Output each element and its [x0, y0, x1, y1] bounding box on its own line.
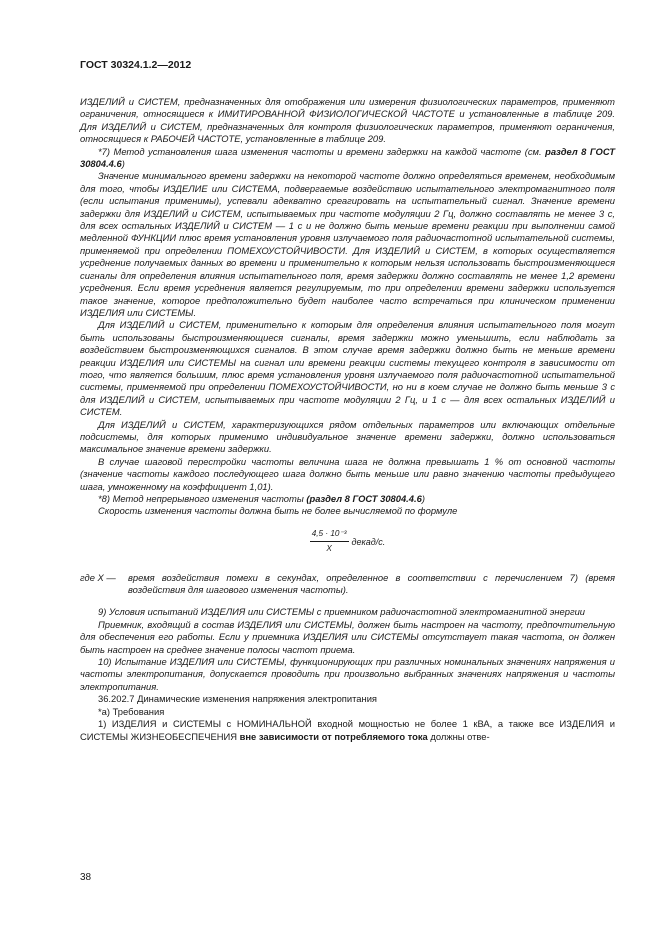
standard-reference: (раздел 8 ГОСТ 30804.4.6 — [306, 493, 422, 504]
paragraph — [80, 146, 615, 171]
method-7-heading: *7) Метод установления шага изменения частоты и времени задержки на каждой частоте (см. — [98, 145, 542, 157]
formula-definition — [80, 572, 615, 597]
paragraph: Для ИЗДЕЛИЙ и СИСТЕМ, применительно к которым для определения влияния испытательного поля могут быть использованы быстроизменяющиеся сигналы, время задержки можно уменьшить, если наблюдать за воздействием быстроизменяющихся сигналов. В этом случае время задержки должно быть не меньше времени реакции ИЗДЕЛИЯ или СИСТЕМЫ на сигнал или времени реакции системы текущего контроля в зависимости от того, что является большим, плюс время установления уровня излучаемого поля радиочастотной испытательной системы, применяемой при определении ПОМЕХОУСТОЙЧИВОСТИ, но ни в коем случае не должно быть меньше 3 с для ИЗДЕЛИЙ и СИСТЕМ, испытываемых при частоте модуляции 2 Гц, и 1 с — для всех остальных ИЗДЕЛИЙ и СИСТЕМ. — [80, 319, 615, 418]
formula-denominator: X — [326, 544, 332, 554]
paragraph: 9) Условия испытаний ИЗДЕЛИЯ или СИСТЕМЫ с приемником радиочастотной электромагнитной энергии — [98, 606, 585, 618]
closing-paren: ) — [121, 158, 125, 170]
definition-text: время воздействия помехи в секундах, определенное в соответствии с перечислением 7) (время воздействия для шагового изменения частоты). — [128, 571, 615, 596]
paragraph: Приемник, входящий в состав ИЗДЕЛИЯ или СИСТЕМЫ, должен быть настроен на частоту, предпочтительную для обеспечения его работы. Если у приемника ИЗДЕЛИЯ или СИСТЕМЫ отсутствует такая частота, он должен быть настроен на среднее значение полосы частот приема. — [80, 618, 615, 655]
formula-fraction — [310, 528, 349, 556]
formula-unit: декад/с. — [351, 536, 386, 547]
paragraph: Скорость изменения частоты должна быть не более вычисляемой по формуле — [98, 505, 458, 517]
paragraph: ИЗДЕЛИЙ и СИСТЕМ, предназначенных для отображения или измерения физиологических параметров, применяют ограничения, относящиеся к ИМИТИРОВАННОЙ ФИЗИОЛОГИЧЕСКОЙ ЧАСТОТЕ и установленные в таблице 209. Для ИЗДЕЛИЙ и СИСТЕМ, предназначенных для контроля физиологических параметров, применяют ограничения, относящиеся к РАБОЧЕЙ ЧАСТОТЕ, установленные в таблице 209. — [80, 96, 615, 145]
rate-formula — [80, 528, 615, 556]
paragraph — [80, 718, 615, 743]
subsection-heading: *а) Требования — [98, 705, 165, 717]
paragraph: Для ИЗДЕЛИЙ и СИСТЕМ, характеризующихся рядом отдельных параметров или включающих отдельные подсистемы, для которых применимо индивидуальное значение времени задержки, должно использоваться максимальное значение времени задержки. — [80, 418, 615, 455]
paragraph: В случае шаговой перестройки частоты величина шага не должна превышать 1 % от основной частоты (значение частоты каждого последующего шага должно быть меньше или равно значению частоты предыдущего шага, умноженному на коэффициент 1,01). — [80, 455, 615, 492]
emphasis: вне зависимости от потребляемого тока — [239, 730, 428, 742]
definition-label: где X — — [80, 571, 116, 583]
paragraph-text: 1) ИЗДЕЛИЯ и СИСТЕМЫ с НОМИНАЛЬНОЙ входной мощностью не более 1 кВА, а также все ИЗДЕЛИЯ и СИСТЕМЫ ЖИЗНЕОБЕСПЕЧЕНИЯ — [80, 718, 615, 742]
paragraph-text: должны отве- — [427, 730, 490, 742]
page-body — [80, 96, 615, 743]
formula-numerator: 4,5 · 10⁻³ — [310, 528, 349, 542]
method-8-heading: *8) Метод непрерывного изменения частоты — [98, 493, 307, 504]
paragraph: Значение минимального времени задержки на некоторой частоте должно определяться временем, необходимым для того, чтобы ИЗДЕЛИЕ или СИСТЕМА, подвергаемые воздействию испытательного электромагнитного поля (если испытания применимы), успевали адекватно среагировать на испытательный сигнал. Значение времени задержки для ИЗДЕЛИЙ и СИСТЕМ, испытываемых при частоте модуляции 2 Гц, должно составлять не менее 3 с, для всех остальных ИЗДЕЛИЙ и СИСТЕМ — 1 с и не должно быть меньше времени реакции при выполнении самой медленной ФУНКЦИИ плюс время установления уровня излучаемого поля радиочастотной испытательной системы, применяемой при определении ПОМЕХОУСТОЙЧИВОСТИ. Для ИЗДЕЛИЙ и СИСТЕМ, в которых осуществляется усреднение получаемых данных во времени и применительно к которым нельзя использовать быстроизменяющиеся сигналы для определения влияния испытательного поля, время задержки должно составлять не менее 1,2 времени усреднения. Если время усреднения является регулируемым, то при определении времени задержки используется такое значение, которое предположительно будет наиболее часто встречаться при клиническом применении ИЗДЕЛИЯ или СИСТЕМЫ. — [80, 170, 615, 318]
document-header: ГОСТ 30324.1.2—2012 — [80, 59, 192, 71]
section-heading: 36.202.7 Динамические изменения напряжения электропитания — [98, 693, 378, 705]
paragraph — [80, 493, 615, 505]
paragraph: 10) Испытание ИЗДЕЛИЯ или СИСТЕМЫ, функционирующих при различных номинальных значениях напряжения и частоты электропитания, допускается проводить при произвольно выбранных значениях напряжения и частоты электропитания. — [80, 656, 615, 692]
closing-paren: ) — [421, 493, 425, 504]
standard-reference: раздел 8 ГОСТ 30804.4.6 — [80, 145, 615, 170]
page-number: 38 — [80, 872, 92, 883]
